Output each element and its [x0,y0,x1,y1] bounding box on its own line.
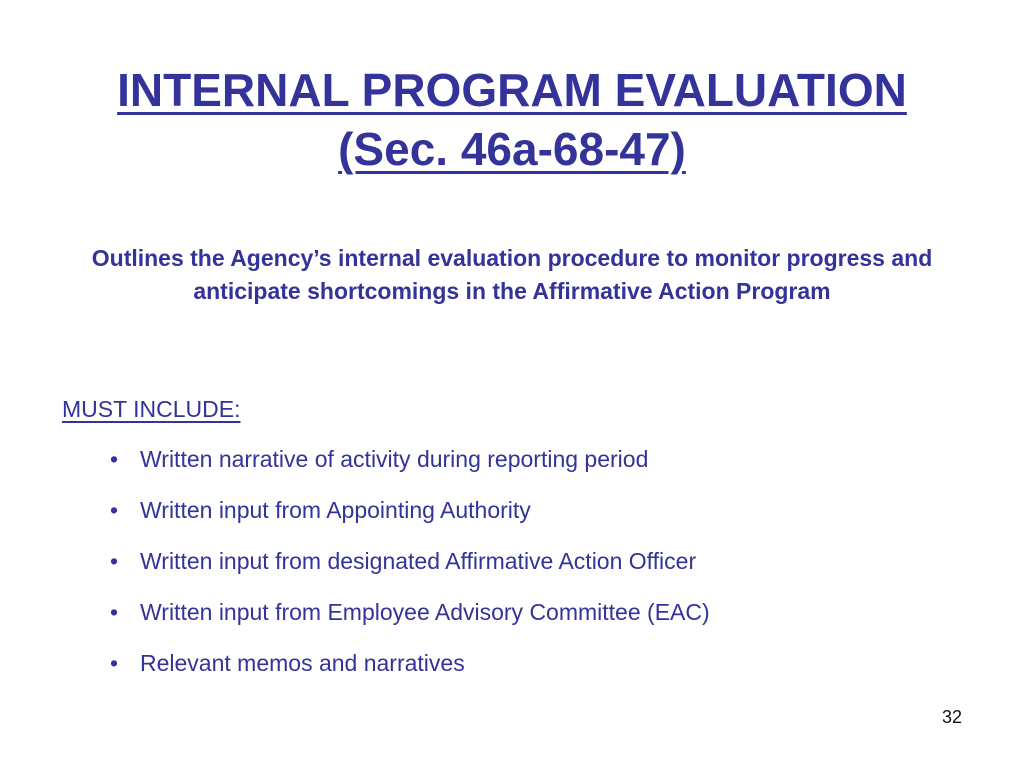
bullet-icon: • [110,446,119,472]
bullet-item [110,493,710,527]
slide-title-line2: (Sec. 46a-68-47) [338,123,686,175]
slide-title-citation [0,121,1024,177]
bullet-text: Written input from designated Affirmative Action Officer [140,548,697,574]
bullet-item [110,595,710,629]
bullet-text: Written narrative of activity during reporting period [140,446,649,472]
slide-title-line1: INTERNAL PROGRAM EVALUATION [117,64,907,116]
bullet-icon: • [110,650,119,676]
slide-subtitle: Outlines the Agency’s internal evaluation procedure to monitor progress and anticipate shortcomings in the Affirmative Action Program [91,245,933,304]
section-heading: MUST INCLUDE: [62,396,241,422]
slide-title [0,62,1024,118]
bullet-icon: • [110,599,119,625]
bullet-item [110,646,710,680]
bullet-icon: • [110,548,119,574]
bullet-text: Written input from Appointing Authority [140,497,531,523]
bullet-list [110,442,710,697]
bullet-text: Relevant memos and narratives [140,650,465,676]
bullet-icon: • [110,497,119,523]
bullet-text: Written input from Employee Advisory Committee (EAC) [140,599,710,625]
bullet-item [110,442,710,476]
bullet-item [110,544,710,578]
page-number: 32 [941,707,962,727]
